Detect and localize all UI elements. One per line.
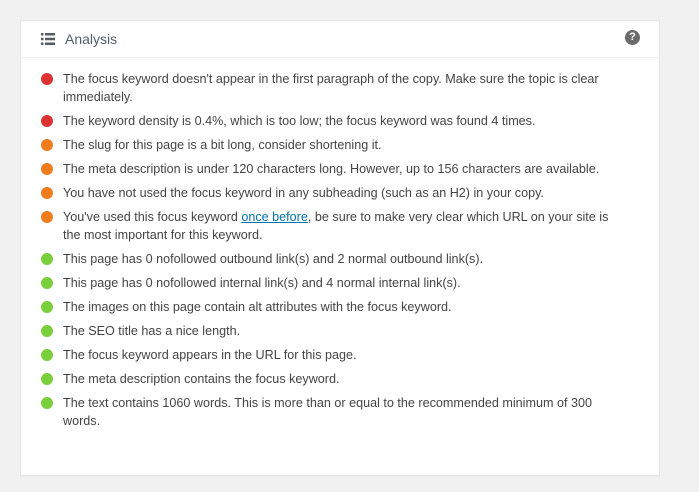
analysis-result-good bbox=[41, 394, 611, 430]
status-good-bullet-icon bbox=[41, 253, 53, 265]
result-text: The meta description contains the focus keyword. bbox=[63, 372, 340, 386]
analysis-result-ok bbox=[41, 208, 611, 244]
analysis-result-ok bbox=[41, 184, 611, 202]
result-text: The focus keyword appears in the URL for this page. bbox=[63, 348, 357, 362]
status-ok-bullet-icon bbox=[41, 139, 53, 151]
analysis-result-good bbox=[41, 370, 611, 388]
status-good-bullet-icon bbox=[41, 301, 53, 313]
result-text: The images on this page contain alt attributes with the focus keyword. bbox=[63, 300, 452, 314]
status-good-bullet-icon bbox=[41, 325, 53, 337]
list-icon bbox=[41, 33, 55, 45]
result-text: The slug for this page is a bit long, consider shortening it. bbox=[63, 138, 382, 152]
status-good-bullet-icon bbox=[41, 277, 53, 289]
once-before-link[interactable]: once before bbox=[241, 210, 308, 224]
analysis-result-ok bbox=[41, 160, 611, 178]
result-text: The focus keyword doesn't appear in the first paragraph of the copy. Make sure the topic is clear immediately. bbox=[63, 72, 599, 104]
result-text-after: , be sure to make very clear which URL on your site is the most important for this keyword. bbox=[63, 210, 609, 242]
status-good-bullet-icon bbox=[41, 373, 53, 385]
panel-title: Analysis bbox=[65, 31, 118, 47]
analysis-results-list bbox=[41, 70, 611, 436]
status-good-bullet-icon bbox=[41, 397, 53, 409]
analysis-result-good bbox=[41, 346, 611, 364]
help-icon[interactable]: ? bbox=[625, 30, 640, 45]
result-text bbox=[63, 210, 608, 242]
status-ok-bullet-icon bbox=[41, 163, 53, 175]
analysis-result-ok bbox=[41, 136, 611, 154]
analysis-result-bad bbox=[41, 112, 611, 130]
result-text: You have not used the focus keyword in any subheading (such as an H2) in your copy. bbox=[63, 186, 544, 200]
result-text-before: You've used this focus keyword bbox=[63, 210, 242, 224]
result-text: The SEO title has a nice length. bbox=[63, 324, 241, 338]
result-text: The text contains 1060 words. This is more than or equal to the recommended minimum of 300 words. bbox=[63, 396, 592, 428]
result-text: This page has 0 nofollowed internal link(s) and 4 normal internal link(s). bbox=[63, 276, 461, 290]
analysis-panel bbox=[20, 20, 660, 476]
analysis-result-good bbox=[41, 322, 611, 340]
status-bad-bullet-icon bbox=[41, 115, 53, 127]
analysis-result-good bbox=[41, 250, 611, 268]
result-text: This page has 0 nofollowed outbound link(s) and 2 normal outbound link(s). bbox=[63, 252, 484, 266]
analysis-result-good bbox=[41, 298, 611, 316]
status-ok-bullet-icon bbox=[41, 211, 53, 223]
result-text: The meta description is under 120 characters long. However, up to 156 characters are available. bbox=[63, 162, 600, 176]
result-text: The keyword density is 0.4%, which is too low; the focus keyword was found 4 times. bbox=[63, 114, 536, 128]
panel-header bbox=[21, 21, 659, 58]
status-bad-bullet-icon bbox=[41, 73, 53, 85]
status-good-bullet-icon bbox=[41, 349, 53, 361]
analysis-result-good bbox=[41, 274, 611, 292]
status-ok-bullet-icon bbox=[41, 187, 53, 199]
analysis-result-bad bbox=[41, 70, 611, 106]
